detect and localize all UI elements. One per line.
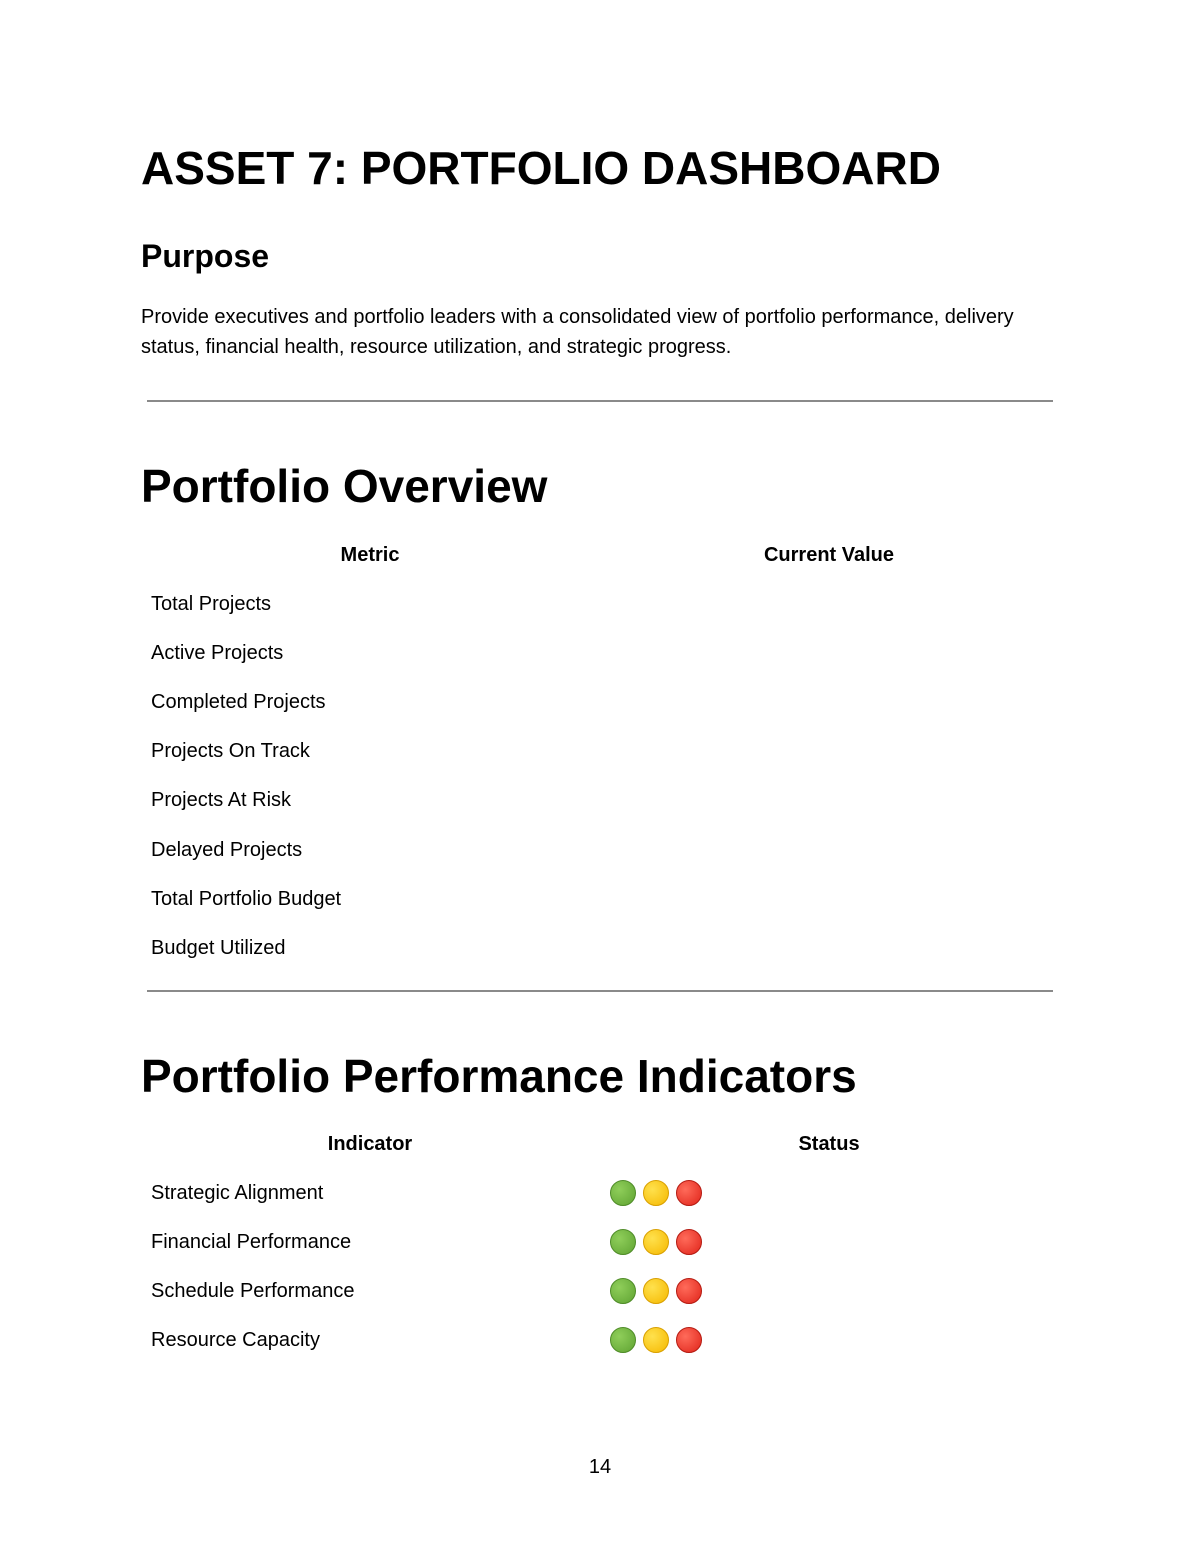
yellow-circle-icon xyxy=(643,1229,669,1255)
indicator-label: Schedule Performance xyxy=(151,1280,355,1302)
divider xyxy=(147,990,1053,992)
yellow-circle-icon xyxy=(643,1278,669,1304)
status-indicators xyxy=(610,1180,702,1206)
indicators-heading: Portfolio Performance Indicators xyxy=(141,1050,857,1102)
red-circle-icon xyxy=(676,1229,702,1255)
red-circle-icon xyxy=(676,1180,702,1206)
overview-row-metric: Projects On Track xyxy=(151,740,310,762)
page-number: 14 xyxy=(588,1456,612,1478)
green-circle-icon xyxy=(610,1278,636,1304)
overview-row-metric: Total Portfolio Budget xyxy=(151,888,342,910)
overview-header-metric: Metric xyxy=(340,544,400,566)
indicators-header-status: Status xyxy=(798,1133,860,1155)
divider xyxy=(147,400,1053,402)
page-title: ASSET 7: PORTFOLIO DASHBOARD xyxy=(141,142,941,194)
overview-row-metric: Budget Utilized xyxy=(151,937,286,959)
purpose-text: Provide executives and portfolio leaders with a consolidated view of portfolio performance, delivery status, financial health, resource utilization, and strategic progress. xyxy=(141,306,1014,358)
indicators-header-indicator: Indicator xyxy=(327,1133,413,1155)
red-circle-icon xyxy=(676,1327,702,1353)
green-circle-icon xyxy=(610,1180,636,1206)
overview-row-metric: Total Projects xyxy=(151,593,272,615)
yellow-circle-icon xyxy=(643,1180,669,1206)
overview-header-value: Current Value xyxy=(763,544,895,566)
red-circle-icon xyxy=(676,1278,702,1304)
indicator-label: Financial Performance xyxy=(151,1231,352,1253)
status-indicators xyxy=(610,1229,702,1255)
overview-heading: Portfolio Overview xyxy=(141,460,548,512)
yellow-circle-icon xyxy=(643,1327,669,1353)
overview-row-metric: Active Projects xyxy=(151,642,284,664)
overview-row-metric: Completed Projects xyxy=(151,691,326,713)
status-indicators xyxy=(610,1327,702,1353)
overview-row-metric: Projects At Risk xyxy=(151,789,292,811)
indicator-label: Resource Capacity xyxy=(151,1329,320,1351)
overview-row-metric: Delayed Projects xyxy=(151,839,303,861)
green-circle-icon xyxy=(610,1327,636,1353)
purpose-heading: Purpose xyxy=(141,238,270,274)
green-circle-icon xyxy=(610,1229,636,1255)
indicator-label: Strategic Alignment xyxy=(151,1182,324,1204)
status-indicators xyxy=(610,1278,702,1304)
